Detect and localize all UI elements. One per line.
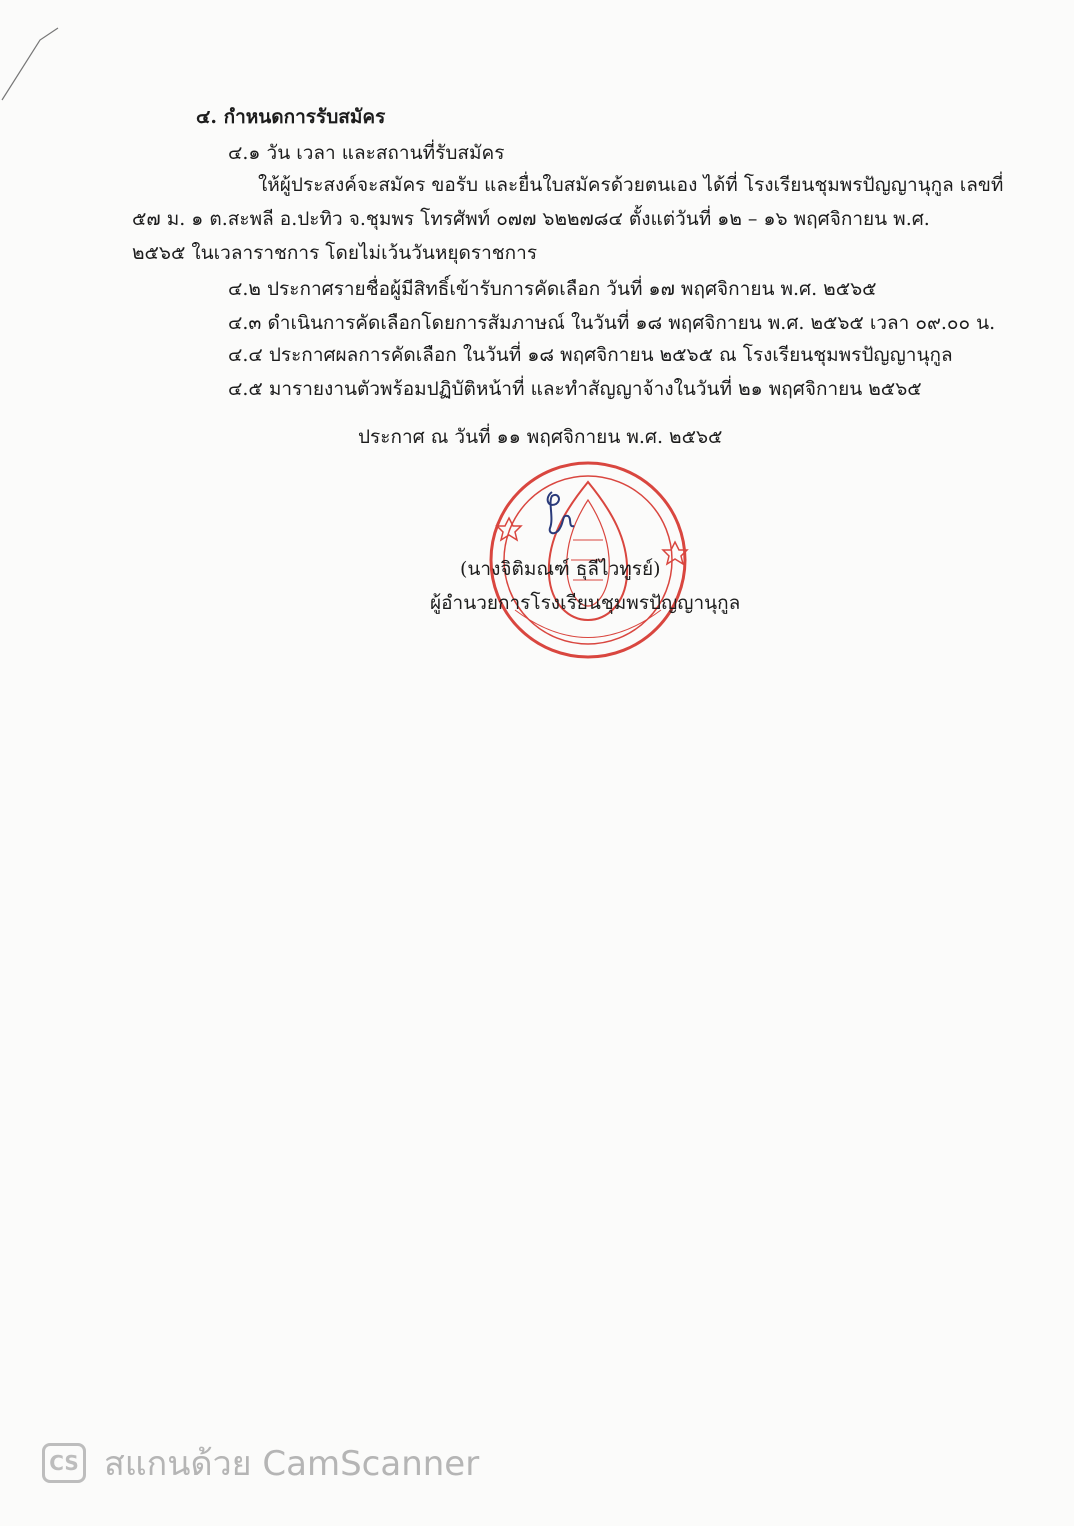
item-4-4: ๔.๔ ประกาศผลการคัดเลือก ในวันที่ ๑๘ พฤศจิกายน ๒๕๖๕ ณ โรงเรียนชุมพรปัญญานุกูล bbox=[228, 344, 953, 366]
camscanner-watermark bbox=[42, 1440, 479, 1486]
section-heading: ๔. กำหนดการรับสมัคร bbox=[196, 106, 386, 128]
item-4-2: ๔.๒ ประกาศรายชื่อผู้มีสิทธิ์เข้ารับการคัดเลือก วันที่ ๑๗ พฤศจิกายน พ.ศ. ๒๕๖๕ bbox=[228, 278, 877, 300]
item-4-5: ๔.๕ มารายงานตัวพร้อมปฏิบัติหน้าที่ และทำสัญญาจ้างในวันที่ ๒๑ พฤศจิกายน ๒๕๖๕ bbox=[228, 378, 922, 400]
paragraph-line-2: ๕๗ ม. ๑ ต.สะพลี อ.ปะทิว จ.ชุมพร โทรศัพท์ ๐๗๗ ๖๒๒๗๘๔ ตั้งแต่วันที่ ๑๒ – ๑๖ พฤศจิกายน พ.ศ. bbox=[132, 208, 930, 230]
watermark-text: สแกนด้วย CamScanner bbox=[104, 1444, 480, 1484]
signer-title: ผู้อำนวยการโรงเรียนชุมพรปัญญานุกูล bbox=[430, 592, 741, 614]
signature bbox=[538, 488, 578, 540]
scan-edge-mark bbox=[0, 0, 80, 110]
signer-name: (นางจิติมณฑ์ ธุลีไวทูรย์) bbox=[460, 558, 661, 580]
camscanner-logo-icon: CS bbox=[42, 1443, 86, 1483]
item-4-3: ๔.๓ ดำเนินการคัดเลือกโดยการสัมภาษณ์ ในวันที่ ๑๘ พฤศจิกายน พ.ศ. ๒๕๖๕ เวลา ๐๙.๐๐ น. bbox=[228, 312, 996, 334]
item-4-1: ๔.๑ วัน เวลา และสถานที่รับสมัคร bbox=[228, 142, 505, 164]
announcement-date: ประกาศ ณ วันที่ ๑๑ พฤศจิกายน พ.ศ. ๒๕๖๕ bbox=[358, 426, 723, 448]
paragraph-line-1: ให้ผู้ประสงค์จะสมัคร ขอรับ และยื่นใบสมัครด้วยตนเอง ได้ที่ โรงเรียนชุมพรปัญญานุกูล เลขที่ bbox=[258, 174, 1004, 196]
paragraph-line-3: ๒๕๖๕ ในเวลาราชการ โดยไม่เว้นวันหยุดราชการ bbox=[132, 242, 538, 264]
